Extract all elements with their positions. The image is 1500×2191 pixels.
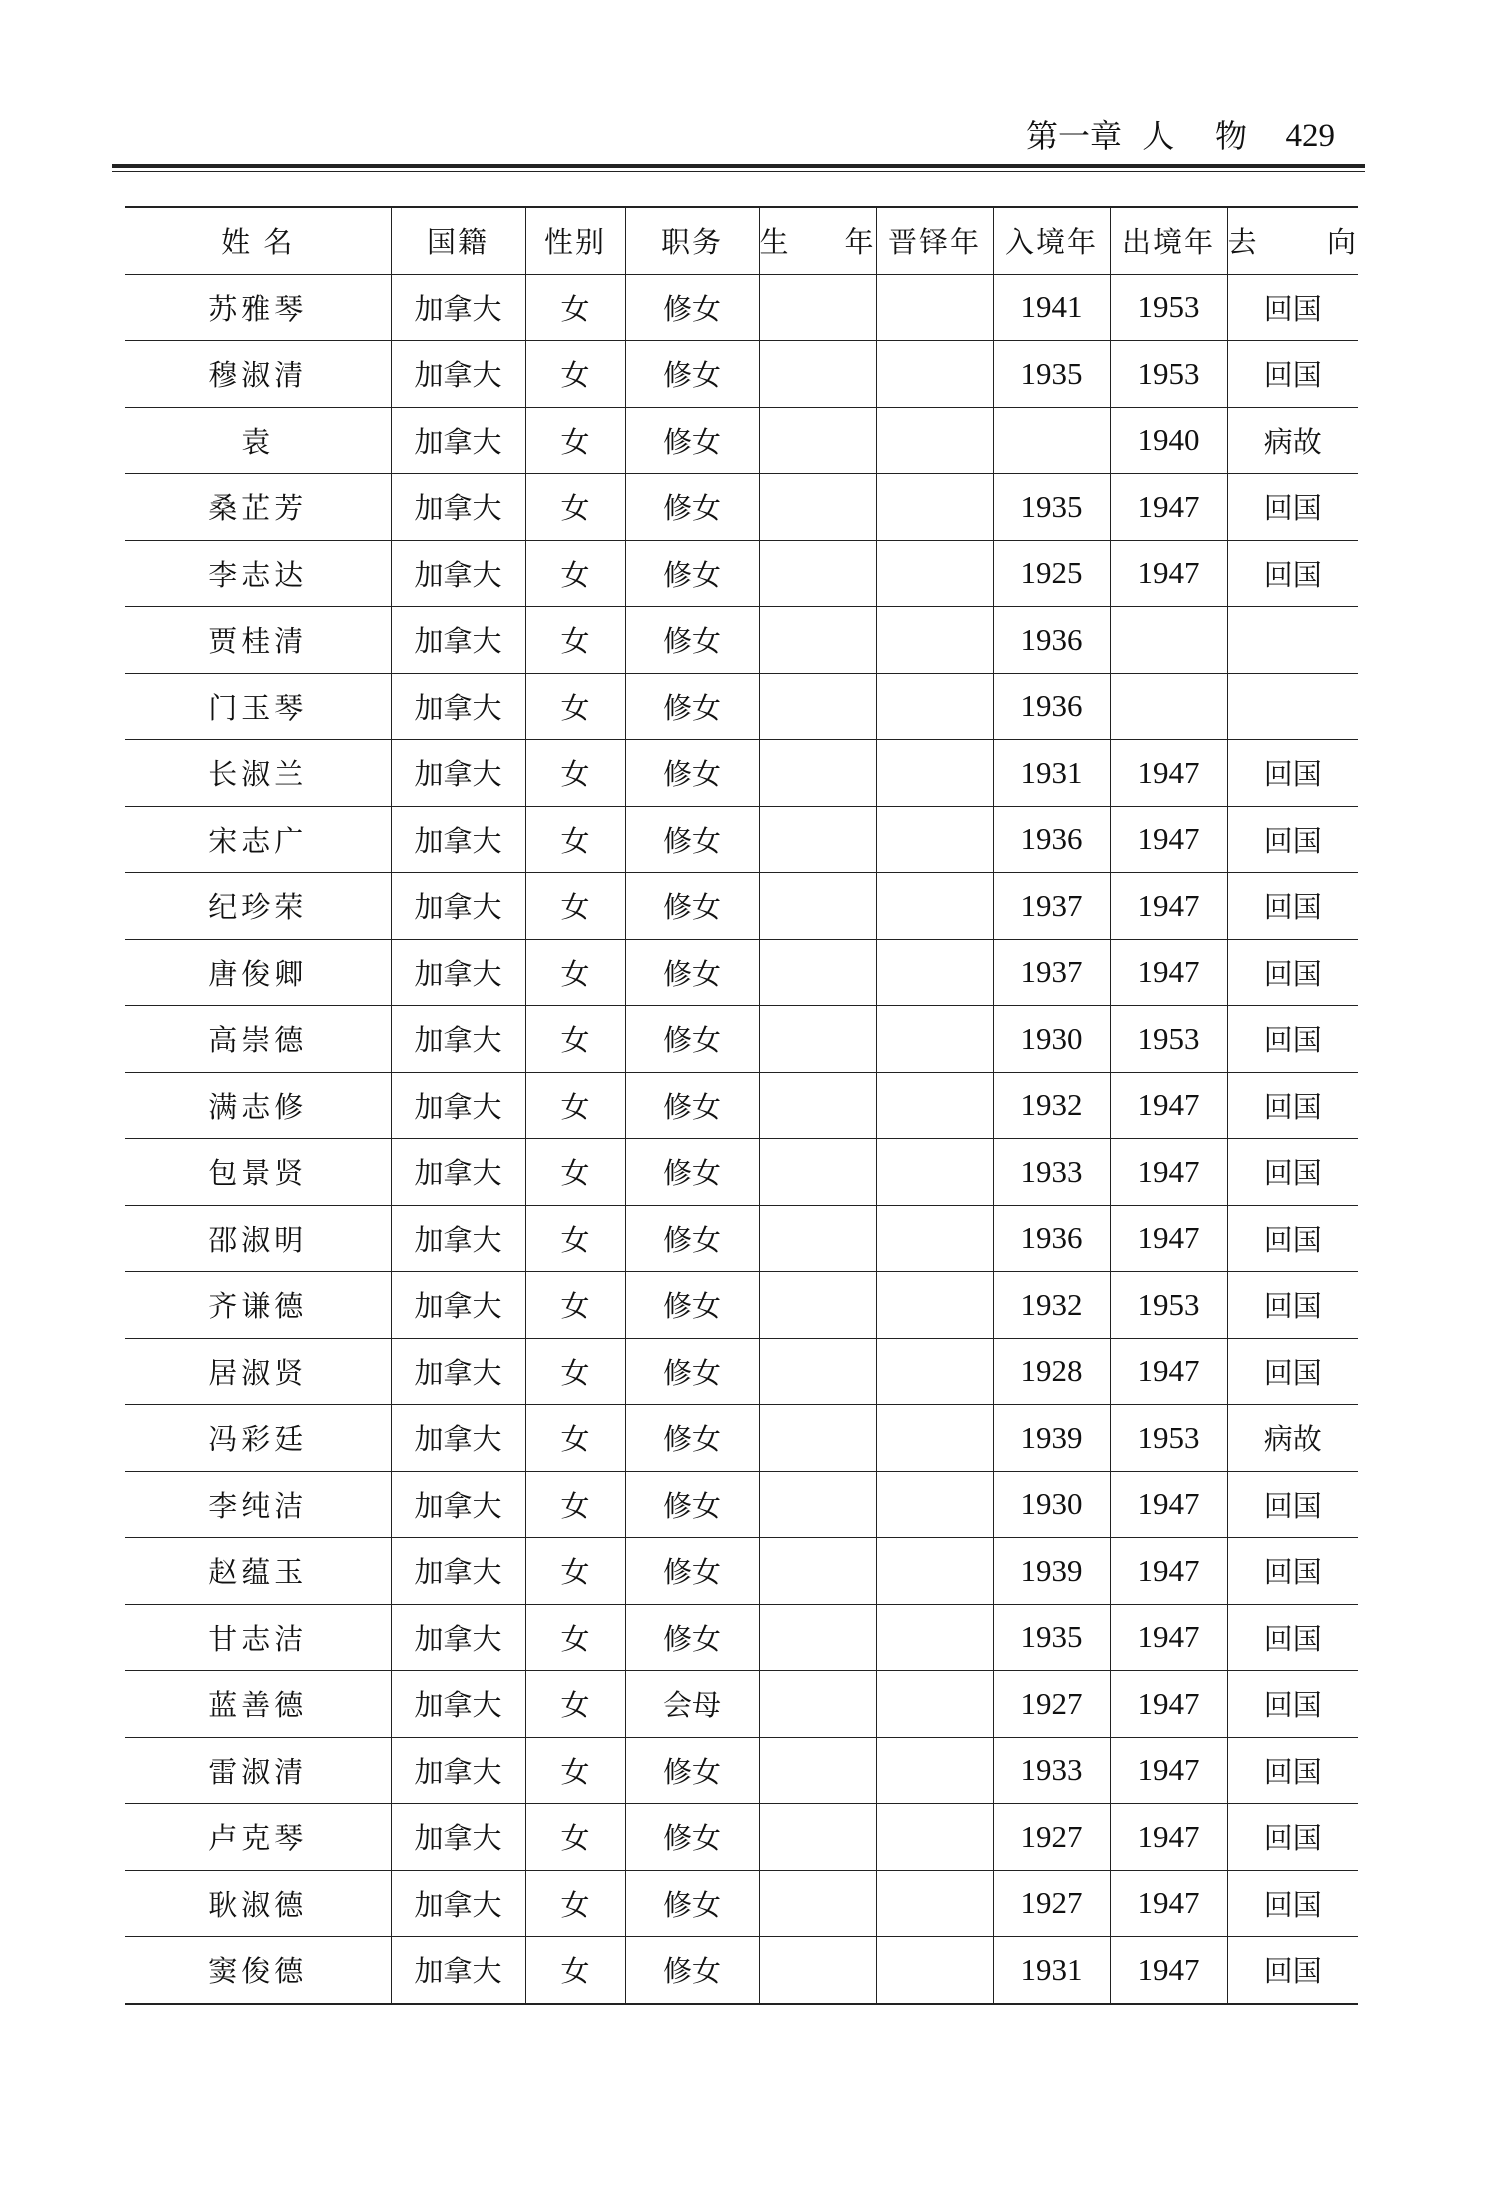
name-cell: 卢克琴 [125,1804,391,1871]
entry-year-cell: 1935 [993,1604,1110,1671]
col-header-entry-year: 入境年 [993,207,1110,274]
birth-year-cell [759,474,876,541]
entry-year-cell: 1937 [993,873,1110,940]
exit-year-cell: 1953 [1110,274,1227,341]
gender-cell: 女 [525,1471,625,1538]
ordination-year-cell [876,1870,993,1937]
table-row [125,1405,1358,1472]
table-row [125,274,1358,341]
name-cell: 雷淑清 [125,1737,391,1804]
name-cell: 唐俊卿 [125,939,391,1006]
gender-cell: 女 [525,673,625,740]
destination-cell: 回国 [1227,1604,1358,1671]
gender-cell: 女 [525,1870,625,1937]
name-cell: 长淑兰 [125,740,391,807]
ordination-year-cell [876,1604,993,1671]
birth-year-cell [759,1937,876,2004]
destination-cell: 回国 [1227,806,1358,873]
ordination-year-cell [876,607,993,674]
entry-year-cell: 1931 [993,740,1110,807]
entry-year-cell: 1927 [993,1804,1110,1871]
name-cell: 窦俊德 [125,1937,391,2004]
destination-cell: 回国 [1227,1804,1358,1871]
birth-year-cell [759,1405,876,1472]
nationality-cell: 加拿大 [391,1139,525,1206]
destination-cell: 回国 [1227,1205,1358,1272]
nationality-cell: 加拿大 [391,673,525,740]
exit-year-cell: 1947 [1110,1737,1227,1804]
nationality-cell: 加拿大 [391,1870,525,1937]
nationality-cell: 加拿大 [391,1072,525,1139]
exit-year-cell [1110,607,1227,674]
destination-cell: 回国 [1227,1006,1358,1073]
position-cell: 修女 [625,806,759,873]
gender-cell: 女 [525,1671,625,1738]
ordination-year-cell [876,1072,993,1139]
ordination-year-cell [876,1139,993,1206]
birth-year-cell [759,873,876,940]
exit-year-cell: 1947 [1110,1471,1227,1538]
gender-cell: 女 [525,740,625,807]
nationality-cell: 加拿大 [391,1937,525,2004]
destination-cell: 回国 [1227,1272,1358,1339]
entry-year-cell: 1933 [993,1737,1110,1804]
name-cell: 纪珍荣 [125,873,391,940]
name-cell: 穆淑清 [125,341,391,408]
name-cell: 甘志洁 [125,1604,391,1671]
name-cell: 赵蕴玉 [125,1538,391,1605]
table-row [125,1604,1358,1671]
exit-year-cell: 1947 [1110,474,1227,541]
nationality-cell: 加拿大 [391,740,525,807]
position-cell: 修女 [625,540,759,607]
exit-year-cell [1110,673,1227,740]
name-cell: 蓝善德 [125,1671,391,1738]
birth-year-cell [759,1072,876,1139]
gender-cell: 女 [525,1139,625,1206]
exit-year-cell: 1940 [1110,407,1227,474]
exit-year-cell: 1947 [1110,1870,1227,1937]
header-rule-thick [112,164,1365,168]
destination-cell: 回国 [1227,1870,1358,1937]
destination-cell: 病故 [1227,407,1358,474]
col-header-nationality: 国籍 [391,207,525,274]
destination-cell: 回国 [1227,1072,1358,1139]
table-row [125,407,1358,474]
ordination-year-cell [876,1405,993,1472]
position-cell: 修女 [625,274,759,341]
position-cell: 修女 [625,873,759,940]
exit-year-cell: 1953 [1110,1006,1227,1073]
nationality-cell: 加拿大 [391,1006,525,1073]
entry-year-cell [993,407,1110,474]
nationality-cell: 加拿大 [391,274,525,341]
entry-year-cell: 1939 [993,1405,1110,1472]
destination-cell: 回国 [1227,1471,1358,1538]
position-cell: 修女 [625,1804,759,1871]
table-row [125,1139,1358,1206]
ordination-year-cell [876,1671,993,1738]
exit-year-cell: 1953 [1110,341,1227,408]
table-row [125,540,1358,607]
entry-year-cell: 1936 [993,806,1110,873]
entry-year-cell: 1932 [993,1272,1110,1339]
table-row [125,1804,1358,1871]
ordination-year-cell [876,1804,993,1871]
nationality-cell: 加拿大 [391,407,525,474]
destination-cell: 回国 [1227,540,1358,607]
name-cell: 贾桂清 [125,607,391,674]
birth-year-cell [759,939,876,1006]
destination-cell: 病故 [1227,1405,1358,1472]
table-row [125,1272,1358,1339]
birth-year-cell [759,1006,876,1073]
gender-cell: 女 [525,1006,625,1073]
exit-year-cell: 1947 [1110,939,1227,1006]
table-row [125,1006,1358,1073]
birth-year-cell [759,806,876,873]
table-row [125,474,1358,541]
position-cell: 修女 [625,407,759,474]
entry-year-cell: 1933 [993,1139,1110,1206]
entry-year-cell: 1941 [993,274,1110,341]
position-cell: 修女 [625,1006,759,1073]
header-rule-thin [112,171,1365,172]
nationality-cell: 加拿大 [391,1538,525,1605]
nationality-cell: 加拿大 [391,806,525,873]
gender-cell: 女 [525,873,625,940]
name-cell: 满志修 [125,1072,391,1139]
table-row [125,1671,1358,1738]
table-row [125,341,1358,408]
nationality-cell: 加拿大 [391,1338,525,1405]
ordination-year-cell [876,1338,993,1405]
nationality-cell: 加拿大 [391,1604,525,1671]
gender-cell: 女 [525,806,625,873]
destination-cell: 回国 [1227,1737,1358,1804]
birth-year-cell [759,407,876,474]
name-cell: 包景贤 [125,1139,391,1206]
gender-cell: 女 [525,407,625,474]
table-row [125,1072,1358,1139]
table-header-row [125,207,1358,274]
position-cell: 修女 [625,607,759,674]
birth-year-cell [759,1671,876,1738]
gender-cell: 女 [525,1604,625,1671]
ordination-year-cell [876,1737,993,1804]
nationality-cell: 加拿大 [391,1272,525,1339]
name-cell: 门玉琴 [125,673,391,740]
nationality-cell: 加拿大 [391,1205,525,1272]
birth-year-cell [759,1139,876,1206]
position-cell: 修女 [625,1205,759,1272]
ordination-year-cell [876,873,993,940]
gender-cell: 女 [525,1272,625,1339]
entry-year-cell: 1930 [993,1006,1110,1073]
name-cell: 李志达 [125,540,391,607]
position-cell: 修女 [625,1870,759,1937]
nationality-cell: 加拿大 [391,873,525,940]
exit-year-cell: 1953 [1110,1405,1227,1472]
gender-cell: 女 [525,474,625,541]
birth-year-cell [759,540,876,607]
nationality-cell: 加拿大 [391,1405,525,1472]
ordination-year-cell [876,1937,993,2004]
position-cell: 修女 [625,1272,759,1339]
table-row [125,607,1358,674]
table-row [125,1338,1358,1405]
destination-cell [1227,607,1358,674]
ordination-year-cell [876,341,993,408]
name-cell: 齐谦德 [125,1272,391,1339]
table-row [125,939,1358,1006]
exit-year-cell: 1947 [1110,1139,1227,1206]
nationality-cell: 加拿大 [391,1804,525,1871]
gender-cell: 女 [525,607,625,674]
gender-cell: 女 [525,341,625,408]
name-cell: 宋志广 [125,806,391,873]
name-cell: 冯彩廷 [125,1405,391,1472]
col-header-ordination-year: 晋铎年 [876,207,993,274]
gender-cell: 女 [525,1072,625,1139]
exit-year-cell: 1947 [1110,1604,1227,1671]
nationality-cell: 加拿大 [391,540,525,607]
entry-year-cell: 1928 [993,1338,1110,1405]
position-cell: 修女 [625,1139,759,1206]
nationality-cell: 加拿大 [391,1737,525,1804]
birth-year-cell [759,1338,876,1405]
gender-cell: 女 [525,1205,625,1272]
destination-cell: 回国 [1227,1937,1358,2004]
position-cell: 修女 [625,1471,759,1538]
position-cell: 修女 [625,1737,759,1804]
col-header-name: 姓 名 [125,207,391,274]
table-row [125,1737,1358,1804]
ordination-year-cell [876,939,993,1006]
gender-cell: 女 [525,274,625,341]
entry-year-cell: 1927 [993,1870,1110,1937]
birth-year-cell [759,274,876,341]
table-row [125,1870,1358,1937]
exit-year-cell: 1947 [1110,806,1227,873]
entry-year-cell: 1935 [993,341,1110,408]
name-cell: 邵淑明 [125,1205,391,1272]
birth-year-cell [759,1471,876,1538]
birth-year-cell [759,1272,876,1339]
position-cell: 修女 [625,1338,759,1405]
table-row [125,806,1358,873]
destination-cell: 回国 [1227,474,1358,541]
birth-year-cell [759,607,876,674]
col-header-exit-year: 出境年 [1110,207,1227,274]
exit-year-cell: 1947 [1110,1205,1227,1272]
name-cell: 桑芷芳 [125,474,391,541]
gender-cell: 女 [525,1804,625,1871]
gender-cell: 女 [525,1937,625,2004]
birth-year-cell [759,1604,876,1671]
ordination-year-cell [876,806,993,873]
col-header-birth-year: 生 年 [759,207,876,274]
birth-year-cell [759,1538,876,1605]
col-header-gender: 性别 [525,207,625,274]
position-cell: 修女 [625,1405,759,1472]
gender-cell: 女 [525,540,625,607]
name-cell: 李纯洁 [125,1471,391,1538]
nationality-cell: 加拿大 [391,474,525,541]
position-cell: 修女 [625,1604,759,1671]
entry-year-cell: 1939 [993,1538,1110,1605]
exit-year-cell: 1947 [1110,1338,1227,1405]
entry-year-cell: 1932 [993,1072,1110,1139]
destination-cell: 回国 [1227,274,1358,341]
entry-year-cell: 1930 [993,1471,1110,1538]
destination-cell [1227,673,1358,740]
exit-year-cell: 1947 [1110,540,1227,607]
destination-cell: 回国 [1227,873,1358,940]
col-header-destination: 去 向 [1227,207,1358,274]
position-cell: 修女 [625,740,759,807]
name-cell: 耿淑德 [125,1870,391,1937]
table-row [125,1937,1358,2004]
entry-year-cell: 1925 [993,540,1110,607]
entry-year-cell: 1936 [993,673,1110,740]
position-cell: 修女 [625,1072,759,1139]
birth-year-cell [759,1870,876,1937]
gender-cell: 女 [525,939,625,1006]
exit-year-cell: 1953 [1110,1272,1227,1339]
name-cell: 袁 [125,407,391,474]
exit-year-cell: 1947 [1110,1538,1227,1605]
ordination-year-cell [876,540,993,607]
nationality-cell: 加拿大 [391,341,525,408]
gender-cell: 女 [525,1405,625,1472]
entry-year-cell: 1936 [993,1205,1110,1272]
table-row [125,673,1358,740]
position-cell: 修女 [625,673,759,740]
name-cell: 居淑贤 [125,1338,391,1405]
birth-year-cell [759,673,876,740]
gender-cell: 女 [525,1737,625,1804]
position-cell: 修女 [625,341,759,408]
page-number: 429 [1285,118,1335,154]
destination-cell: 回国 [1227,341,1358,408]
destination-cell: 回国 [1227,1671,1358,1738]
table-row [125,873,1358,940]
destination-cell: 回国 [1227,1139,1358,1206]
exit-year-cell: 1947 [1110,1072,1227,1139]
entry-year-cell: 1936 [993,607,1110,674]
destination-cell: 回国 [1227,939,1358,1006]
nationality-cell: 加拿大 [391,1471,525,1538]
entry-year-cell: 1937 [993,939,1110,1006]
table-row [125,1538,1358,1605]
table-row [125,740,1358,807]
exit-year-cell: 1947 [1110,1804,1227,1871]
ordination-year-cell [876,673,993,740]
entry-year-cell: 1927 [993,1671,1110,1738]
ordination-year-cell [876,1205,993,1272]
chapter-title: 第一章 人 物 [1025,117,1247,155]
ordination-year-cell [876,1272,993,1339]
ordination-year-cell [876,274,993,341]
destination-cell: 回国 [1227,740,1358,807]
birth-year-cell [759,1804,876,1871]
ordination-year-cell [876,1538,993,1605]
entry-year-cell: 1935 [993,474,1110,541]
table-row [125,1205,1358,1272]
position-cell: 修女 [625,474,759,541]
nationality-cell: 加拿大 [391,1671,525,1738]
position-cell: 修女 [625,1538,759,1605]
ordination-year-cell [876,474,993,541]
exit-year-cell: 1947 [1110,1671,1227,1738]
birth-year-cell [759,1205,876,1272]
birth-year-cell [759,740,876,807]
ordination-year-cell [876,740,993,807]
ordination-year-cell [876,407,993,474]
position-cell: 会母 [625,1671,759,1738]
personnel-table [125,206,1358,2005]
name-cell: 高崇德 [125,1006,391,1073]
birth-year-cell [759,1737,876,1804]
running-header [112,112,1365,160]
entry-year-cell: 1931 [993,1937,1110,2004]
nationality-cell: 加拿大 [391,607,525,674]
nationality-cell: 加拿大 [391,939,525,1006]
exit-year-cell: 1947 [1110,873,1227,940]
ordination-year-cell [876,1006,993,1073]
col-header-position: 职务 [625,207,759,274]
table-row [125,1471,1358,1538]
destination-cell: 回国 [1227,1538,1358,1605]
position-cell: 修女 [625,1937,759,2004]
birth-year-cell [759,341,876,408]
destination-cell: 回国 [1227,1338,1358,1405]
ordination-year-cell [876,1471,993,1538]
gender-cell: 女 [525,1538,625,1605]
gender-cell: 女 [525,1338,625,1405]
position-cell: 修女 [625,939,759,1006]
exit-year-cell: 1947 [1110,1937,1227,2004]
name-cell: 苏雅琴 [125,274,391,341]
exit-year-cell: 1947 [1110,740,1227,807]
